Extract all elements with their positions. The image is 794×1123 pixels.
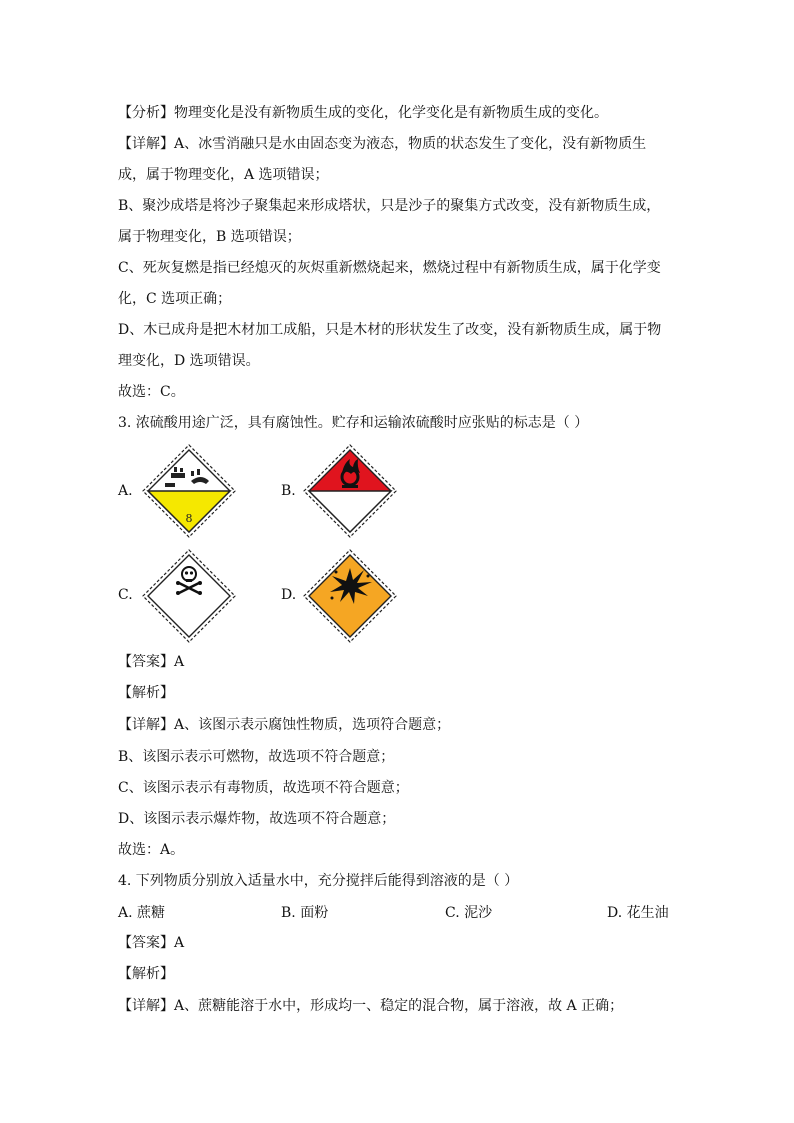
detail-line: 成，属于物理变化，A 选项错误；: [118, 167, 329, 183]
corrosive-sign-icon: [141, 443, 237, 539]
detail-line: 【详解】A、该图示表示腐蚀性物质，选项符合题意；: [118, 717, 451, 733]
flammable-sign-icon: [302, 443, 398, 539]
option-d-label: D.: [281, 587, 297, 603]
class-number: 8: [185, 512, 193, 525]
final-choice: 故选：C。: [118, 384, 185, 400]
detail-line: C、该图示表示有毒物质，故选项不符合题意；: [118, 780, 409, 796]
answer-line: 【答案】A: [118, 935, 185, 951]
explanation-heading: 【解析】: [118, 966, 174, 982]
answer-line: 【答案】A: [118, 654, 185, 670]
option-b: B. 面粉: [281, 905, 329, 921]
detail-line: B、该图示表示可燃物，故选项不符合题意；: [118, 749, 395, 765]
detail-line: 属于物理变化，B 选项错误；: [118, 229, 301, 245]
option-a: A. 蔗糖: [118, 905, 166, 921]
analysis-line: 【分析】物理变化是没有新物质生成的变化，化学变化是有新物质生成的变化。: [118, 105, 608, 121]
question-4-stem: 4. 下列物质分别放入适量水中，充分搅拌后能得到溶液的是（ ）: [118, 873, 519, 889]
detail-line: D、木已成舟是把木材加工成船，只是木材的形状发生了改变，没有新物质生成，属于物: [118, 322, 662, 338]
option-c: C. 泥沙: [445, 905, 493, 921]
option-c-label: C.: [118, 587, 133, 603]
option-a-label: A.: [118, 483, 133, 499]
detail-line: B、聚沙成塔是将沙子聚集起来形成塔状，只是沙子的聚集方式改变，没有新物质生成，: [118, 198, 661, 214]
final-choice: 故选：A。: [118, 842, 185, 858]
detail-line: D、该图示表示爆炸物，故选项不符合题意；: [118, 811, 396, 827]
explosive-sign-icon: [302, 548, 398, 644]
option-b-label: B.: [281, 483, 296, 499]
detail-line: 【详解】A、冰雪消融只是水由固态变为液态，物质的状态发生了变化，没有新物质生: [118, 136, 647, 152]
detail-line: 化，C 选项正确；: [118, 291, 232, 307]
toxic-sign-icon: [141, 548, 237, 644]
question-3-stem: 3. 浓硫酸用途广泛，具有腐蚀性。贮存和运输浓硫酸时应张贴的标志是（ ）: [118, 415, 589, 431]
option-d: D. 花生油: [607, 905, 669, 921]
detail-line: 理变化，D 选项错误。: [118, 353, 260, 369]
detail-line: 【详解】A、蔗糖能溶于水中，形成均一、稳定的混合物，属于溶液，故 A 正确；: [118, 998, 624, 1014]
detail-line: C、死灰复燃是指已经熄灭的灰烬重新燃烧起来，燃烧过程中有新物质生成，属于化学变: [118, 260, 661, 276]
explanation-heading: 【解析】: [118, 685, 174, 701]
